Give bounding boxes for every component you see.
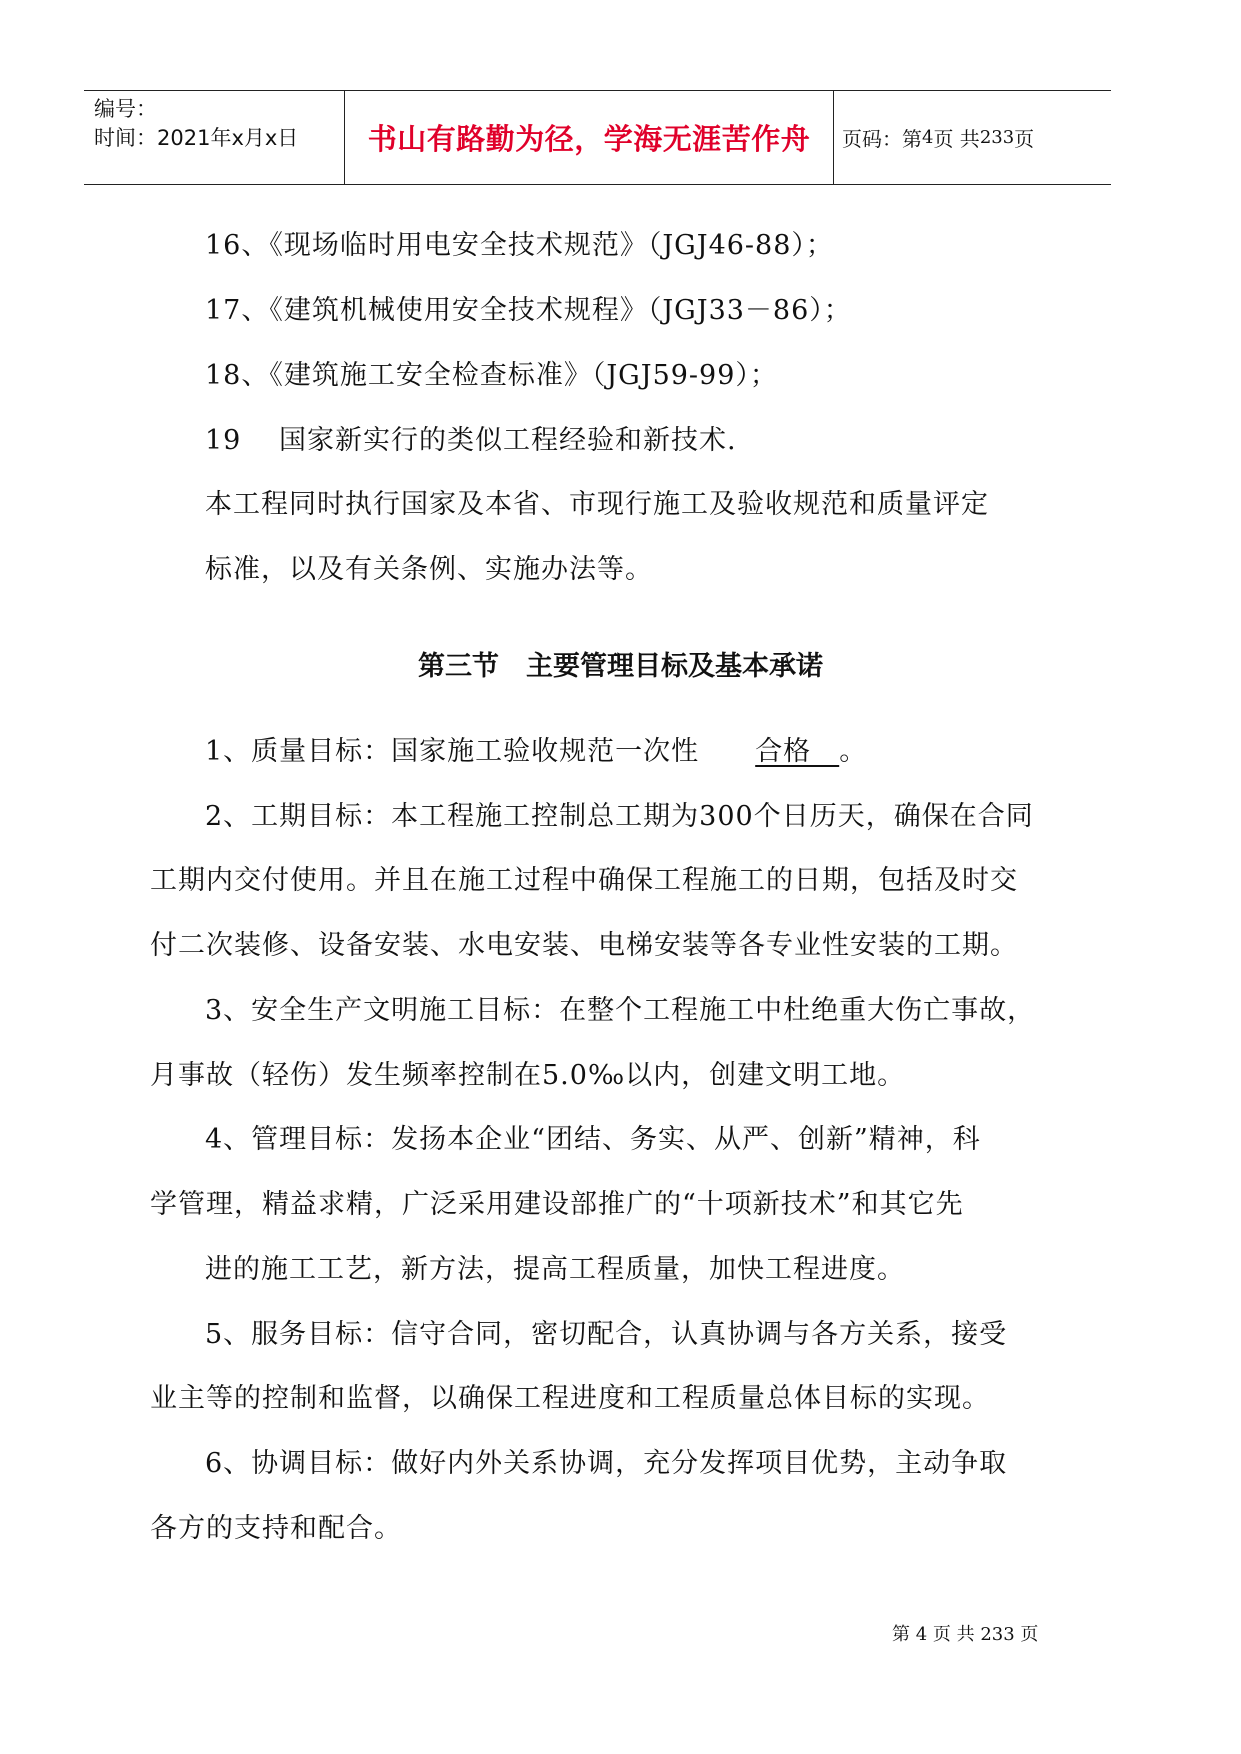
section-title: 第三节 主要管理目标及基本承诺	[418, 651, 823, 682]
list-item-17: 17、《建筑机械使用安全技术规程》（JGJ33－86）；	[205, 295, 852, 326]
paragraph-line: 4、管理目标：发扬本企业“团结、务实、从严、创新”精神，科	[205, 1124, 981, 1155]
page-footer: 第 4 页 共 233 页	[892, 1624, 1039, 1645]
paragraph-line: 2、工期目标：本工程施工控制总工期为300个日历天，确保在合同	[205, 801, 1034, 832]
paragraph-line: 工期内交付使用。并且在施工过程中确保工程施工的日期，包括及时交	[150, 865, 1018, 896]
paragraph-line: 学管理，精益求精，广泛采用建设部推广的“十项新技术”和其它先	[150, 1189, 964, 1220]
paragraph-line: 6、协调目标：做好内外关系协调，充分发挥项目优势，主动争取	[205, 1448, 1008, 1479]
paragraph-line: 付二次装修、设备安装、水电安装、电梯安装等各专业性安装的工期。	[150, 930, 1018, 961]
paragraph-line: 各方的支持和配合。	[150, 1513, 402, 1544]
page-current: 4	[922, 127, 934, 148]
header-page-number	[842, 91, 1034, 184]
page-suffix: 页	[1014, 127, 1035, 151]
page-prefix: 页码：第	[842, 127, 922, 151]
quality-goal-value: 合格	[755, 736, 840, 767]
date-label: 时间：2021年x月x日	[94, 126, 299, 150]
quality-goal-suffix: 。	[839, 736, 868, 767]
page-mid: 页 共	[933, 127, 980, 151]
paragraph-line: 3、安全生产文明施工目标：在整个工程施工中杜绝重大伤亡事故，	[205, 995, 1036, 1026]
quality-goal	[205, 734, 867, 770]
serial-label: 编号：	[94, 97, 157, 121]
quality-goal-prefix: 1、质量目标：国家施工验收规范一次性	[205, 736, 756, 767]
paragraph-line: 标准，以及有关条例、实施办法等。	[205, 554, 653, 585]
list-item-16: 16、《现场临时用电安全技术规范》（JGJ46-88）；	[205, 230, 834, 261]
paragraph-line: 5、服务目标：信守合同，密切配合，认真协调与各方关系，接受	[205, 1319, 1008, 1350]
paragraph-line: 业主等的控制和监督，以确保工程进度和工程质量总体目标的实现。	[150, 1383, 990, 1414]
paragraph-line: 月事故（轻伤）发生频率控制在5.0‰以内，创建文明工地。	[150, 1060, 906, 1091]
header-motto-cell	[344, 91, 834, 184]
paragraph-line: 进的施工工艺，新方法，提高工程质量，加快工程进度。	[205, 1254, 905, 1285]
page-header	[84, 90, 1111, 185]
list-item-18: 18、《建筑施工安全检查标准》（JGJ59-99）；	[205, 360, 778, 391]
motto: 书山有路勤为径，学海无涯苦作舟	[367, 122, 811, 156]
page-total: 233	[979, 127, 1015, 148]
list-item-19: 19 国家新实行的类似工程经验和新技术.	[205, 425, 737, 456]
paragraph-line: 本工程同时执行国家及本省、市现行施工及验收规范和质量评定	[205, 489, 989, 520]
